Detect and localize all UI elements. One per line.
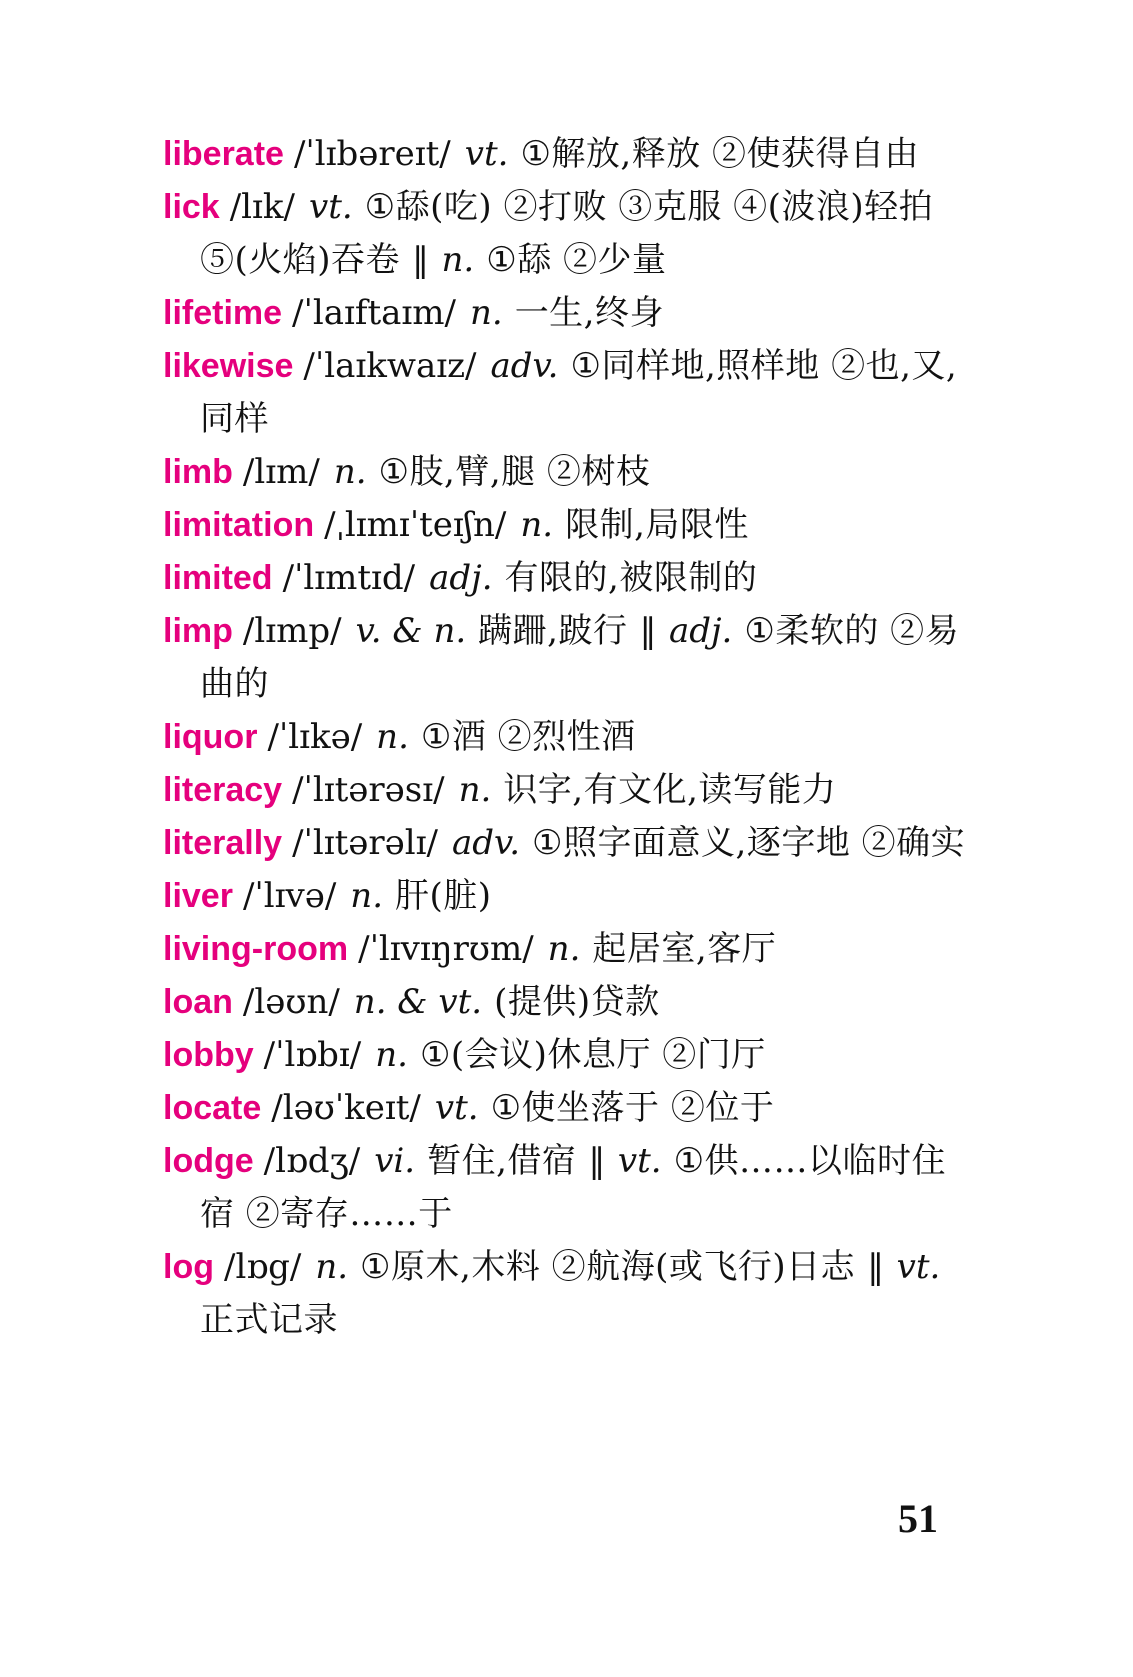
entry-phonetic: /lɒdʒ/ [263,1141,361,1181]
dictionary-entry [163,499,968,552]
entry-headword: living-room [163,930,349,968]
dictionary-entry [163,181,968,287]
entry-headword: lifetime [163,294,283,332]
dictionary-entry [163,764,968,817]
definition-text: ①照字面意义,逐字地 ②确实 [532,823,966,863]
part-of-speech-label: adv. [452,823,521,863]
part-of-speech-label: vt. [434,1088,479,1128]
entry-phonetic: /ˌlɪmɪˈteɪʃn/ [324,505,507,545]
dictionary-entry [163,1029,968,1082]
sense-separator: ‖ [639,611,657,651]
entry-headword: liver [163,877,233,915]
definition-text: ①舔 ②少量 [486,240,667,280]
definition-text: ①(会议)休息厅 ②门厅 [419,1035,766,1075]
part-of-speech-label: n. [441,240,475,280]
part-of-speech-label: adv. [490,346,559,386]
dictionary-entry [163,1135,968,1241]
part-of-speech-label: adj. [668,611,733,651]
dictionary-entry [163,446,968,499]
definition-text: ①解放,释放 ②使获得自由 [520,134,920,174]
entry-phonetic: /ˈlɪmtɪd/ [282,558,416,598]
entry-headword: loan [163,983,233,1021]
entry-phonetic: /lɒg/ [223,1247,302,1287]
definition-text: 识字,有文化,读写能力 [503,770,837,810]
dictionary-entry [163,1082,968,1135]
entry-headword: lodge [163,1142,254,1180]
definition-text: ①原木,木料 ②航海(或飞行)日志 [360,1247,856,1287]
part-of-speech-label: vt. [308,187,353,227]
part-of-speech-label: adj. [429,558,493,598]
definition-text: 正式记录 [200,1300,338,1340]
entry-headword: likewise [163,347,294,385]
definition-text: 有限的,被限制的 [504,558,758,598]
sense-separator: ‖ [412,240,430,280]
dictionary-entry [163,817,968,870]
definition-text: ①供……以临时住宿 ②寄存……于 [200,1141,947,1234]
entry-phonetic: /ˈlɪkə/ [267,717,363,757]
entry-phonetic: /ˈlɪvɪŋrʊm/ [358,929,534,969]
entry-headword: liberate [163,135,284,173]
part-of-speech-label: n. [469,293,503,333]
part-of-speech-label: n. [458,770,492,810]
part-of-speech-label: v. & n. [355,611,467,651]
part-of-speech-label: vt. [896,1247,941,1287]
part-of-speech-label: vt. [464,134,509,174]
definition-text: (提供)贷款 [494,982,660,1022]
definition-text: ①柔软的 ②易曲的 [200,611,960,704]
dictionary-entry [163,923,968,976]
entry-phonetic: /ˈlɪtərəsɪ/ [292,770,445,810]
entry-headword: limited [163,559,273,597]
dictionary-entry [163,711,968,764]
dictionary-entries-list [163,128,968,1347]
entry-phonetic: /ˈlɒbɪ/ [263,1035,362,1075]
entry-headword: lobby [163,1036,254,1074]
entry-phonetic: /ˈlɪvə/ [242,876,337,916]
sense-separator: ‖ [867,1247,885,1287]
definition-text: 暂住,借宿 [427,1141,577,1181]
entry-phonetic: /ˈlaɪkwaɪz/ [303,346,477,386]
entry-phonetic: /ˈlaɪftaɪm/ [292,293,456,333]
dictionary-entry [163,870,968,923]
dictionary-entry [163,1241,968,1347]
definition-text: ①舔(吃) ②打败 ③克服 ④(波浪)轻拍 ⑤(火焰)吞卷 [200,187,934,280]
entry-headword: lick [163,188,220,226]
definition-text: ①使坐落于 ②位于 [490,1088,775,1128]
part-of-speech-label: vi. [374,1141,416,1181]
definition-text: 一生,终身 [514,293,664,333]
dictionary-entry [163,552,968,605]
part-of-speech-label: n. [315,1247,349,1287]
definition-text: ①酒 ②烈性酒 [420,717,636,757]
part-of-speech-label: n. & vt. [353,982,483,1022]
entry-headword: limb [163,453,233,491]
page-number: 51 [898,1496,938,1541]
part-of-speech-label: n. [547,929,581,969]
part-of-speech-label: n. [375,1035,408,1075]
entry-headword: limitation [163,506,315,544]
definition-text: 蹒跚,跛行 [478,611,628,651]
definition-text: ①肢,臂,腿 ②树枝 [378,452,651,492]
dictionary-entry [163,287,968,340]
entry-phonetic: /lɪmp/ [242,611,342,651]
entry-headword: literacy [163,771,283,809]
entry-headword: liquor [163,718,258,756]
definition-text: 限制,局限性 [565,505,749,545]
entry-phonetic: /lɪk/ [229,187,295,227]
definition-text: 起居室,客厅 [592,929,777,969]
entry-phonetic: /ləʊˈkeɪt/ [271,1088,421,1128]
entry-phonetic: /ˈlɪtərəlɪ/ [292,823,438,863]
entry-headword: literally [163,824,283,862]
entry-headword: log [163,1248,214,1286]
part-of-speech-label: n. [350,876,384,916]
entry-phonetic: /lɪm/ [242,452,320,492]
entry-phonetic: /ləʊn/ [242,982,340,1022]
part-of-speech-label: vt. [617,1141,662,1181]
part-of-speech-label: n. [333,452,367,492]
part-of-speech-label: n. [520,505,554,545]
entry-phonetic: /ˈlɪbəreɪt/ [293,134,451,174]
entry-headword: limp [163,612,233,650]
dictionary-entry [163,128,968,181]
definition-text: ①同样地,照样地 ②也,又,同样 [200,346,958,439]
sense-separator: ‖ [588,1141,606,1181]
entry-headword: locate [163,1089,262,1127]
dictionary-entry [163,340,968,446]
part-of-speech-label: n. [376,717,409,757]
dictionary-entry [163,605,968,711]
dictionary-entry [163,976,968,1029]
definition-text: 肝(脏) [395,876,492,916]
